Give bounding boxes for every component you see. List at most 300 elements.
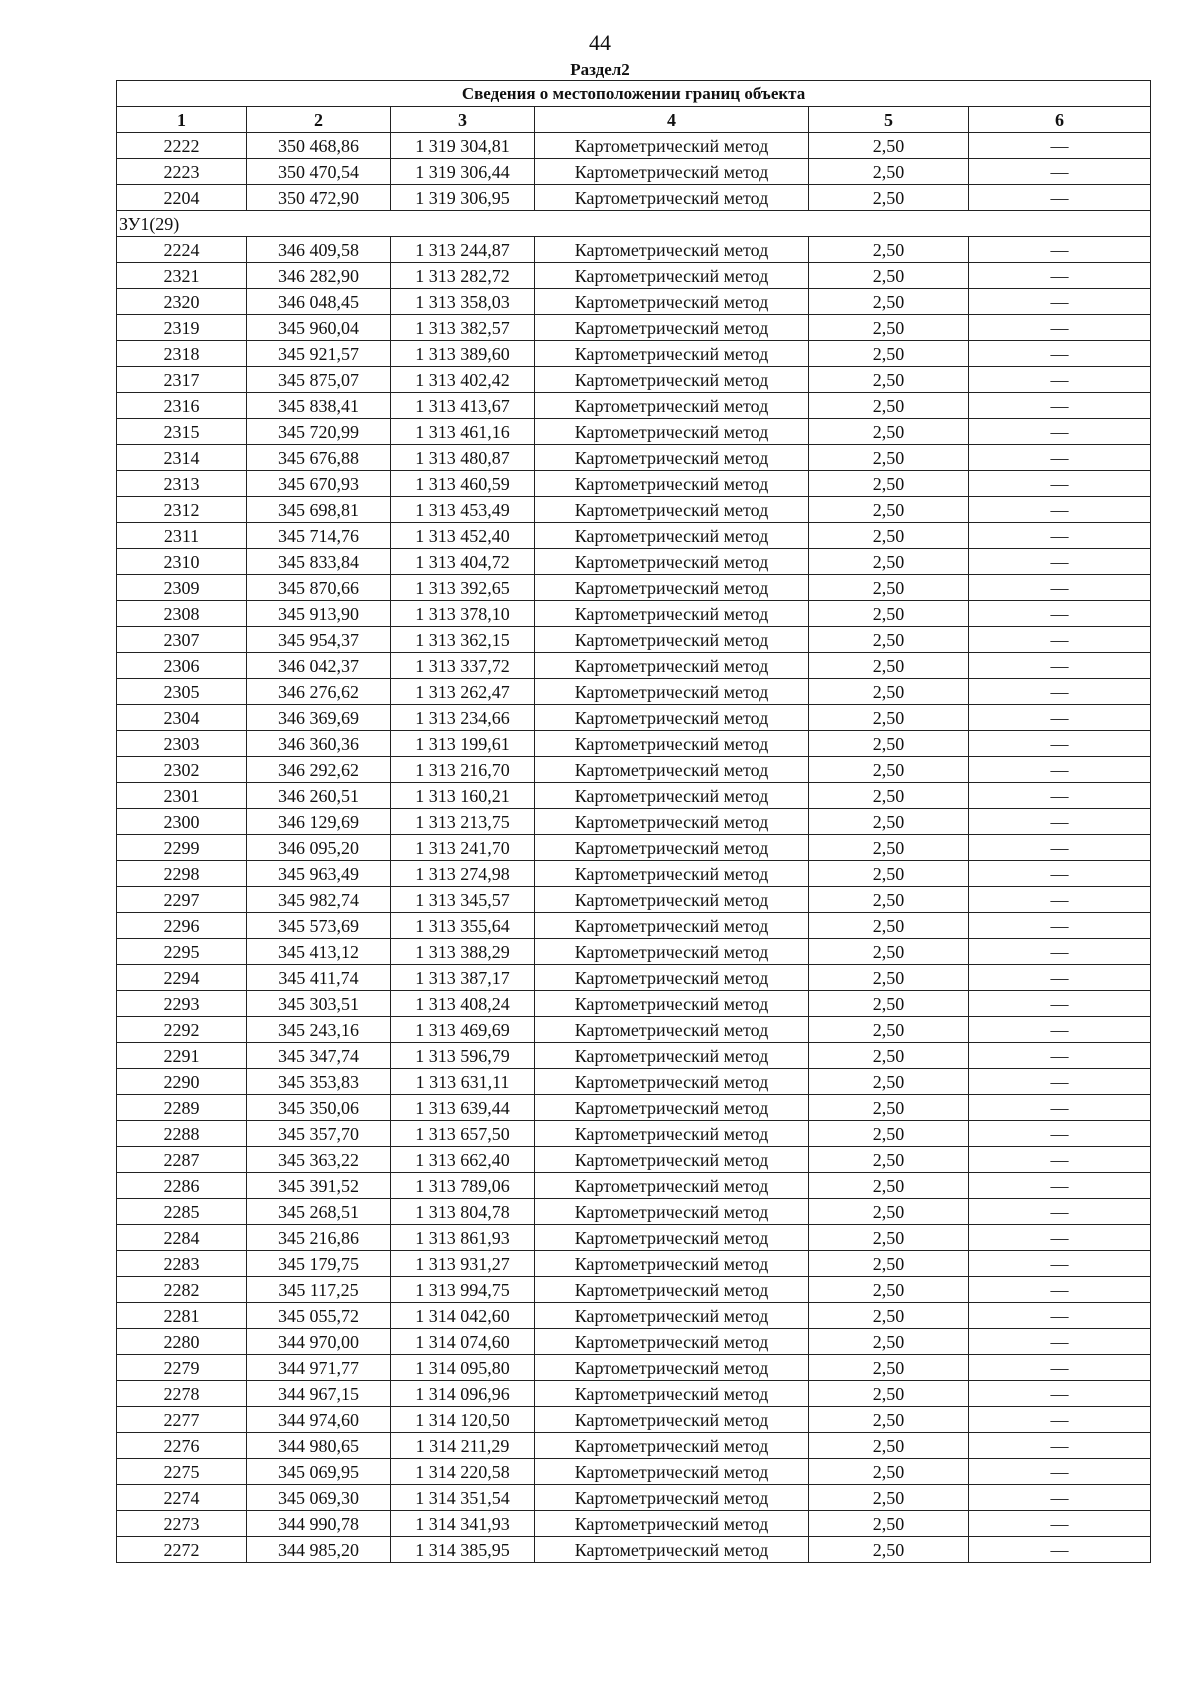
x-coordinate-cell: 345 363,22 [247,1147,391,1173]
method-cell: Картометрический метод [535,1095,809,1121]
description-cell: — [969,1043,1151,1069]
y-coordinate-cell: 1 313 408,24 [391,991,535,1017]
method-cell: Картометрический метод [535,783,809,809]
accuracy-cell: 2,50 [809,1511,969,1537]
description-cell: — [969,1433,1151,1459]
y-coordinate-cell: 1 313 404,72 [391,549,535,575]
y-coordinate-cell: 1 319 306,95 [391,185,535,211]
accuracy-cell: 2,50 [809,653,969,679]
point-number-cell: 2286 [117,1173,247,1199]
accuracy-cell: 2,50 [809,367,969,393]
x-coordinate-cell: 346 095,20 [247,835,391,861]
accuracy-cell: 2,50 [809,575,969,601]
x-coordinate-cell: 344 970,00 [247,1329,391,1355]
y-coordinate-cell: 1 313 355,64 [391,913,535,939]
y-coordinate-cell: 1 314 120,50 [391,1407,535,1433]
table-row [117,1485,1151,1511]
point-number-cell: 2273 [117,1511,247,1537]
table-row [117,835,1151,861]
point-number-cell: 2296 [117,913,247,939]
x-coordinate-cell: 345 960,04 [247,315,391,341]
accuracy-cell: 2,50 [809,679,969,705]
accuracy-cell: 2,50 [809,341,969,367]
description-cell: — [969,523,1151,549]
point-number-cell: 2312 [117,497,247,523]
accuracy-cell: 2,50 [809,731,969,757]
point-number-cell: 2280 [117,1329,247,1355]
y-coordinate-cell: 1 313 262,47 [391,679,535,705]
method-cell: Картометрический метод [535,1277,809,1303]
accuracy-cell: 2,50 [809,289,969,315]
description-cell: — [969,237,1151,263]
description-cell: — [969,159,1151,185]
description-cell: — [969,835,1151,861]
method-cell: Картометрический метод [535,159,809,185]
table-row [117,263,1151,289]
point-number-cell: 2285 [117,1199,247,1225]
method-cell: Картометрический метод [535,965,809,991]
x-coordinate-cell: 345 347,74 [247,1043,391,1069]
y-coordinate-cell: 1 313 392,65 [391,575,535,601]
table-row [117,1251,1151,1277]
y-coordinate-cell: 1 313 282,72 [391,263,535,289]
accuracy-cell: 2,50 [809,861,969,887]
accuracy-cell: 2,50 [809,1407,969,1433]
method-cell: Картометрический метод [535,471,809,497]
y-coordinate-cell: 1 313 469,69 [391,1017,535,1043]
table-row [117,1199,1151,1225]
table-row [117,939,1151,965]
description-cell: — [969,705,1151,731]
description-cell: — [969,757,1151,783]
coordinates-table [116,80,1151,1563]
accuracy-cell: 2,50 [809,1173,969,1199]
y-coordinate-cell: 1 313 639,44 [391,1095,535,1121]
y-coordinate-cell: 1 313 234,66 [391,705,535,731]
y-coordinate-cell: 1 313 387,17 [391,965,535,991]
accuracy-cell: 2,50 [809,1537,969,1563]
column-number: 2 [247,107,391,133]
method-cell: Картометрический метод [535,1251,809,1277]
method-cell: Картометрический метод [535,1433,809,1459]
x-coordinate-cell: 345 413,12 [247,939,391,965]
y-coordinate-cell: 1 313 804,78 [391,1199,535,1225]
x-coordinate-cell: 344 990,78 [247,1511,391,1537]
table-row [117,1355,1151,1381]
x-coordinate-cell: 345 838,41 [247,393,391,419]
x-coordinate-cell: 345 720,99 [247,419,391,445]
description-cell: — [969,887,1151,913]
method-cell: Картометрический метод [535,289,809,315]
method-cell: Картометрический метод [535,1459,809,1485]
description-cell: — [969,1511,1151,1537]
y-coordinate-cell: 1 313 241,70 [391,835,535,861]
x-coordinate-cell: 345 243,16 [247,1017,391,1043]
y-coordinate-cell: 1 313 480,87 [391,445,535,471]
description-cell: — [969,133,1151,159]
point-number-cell: 2282 [117,1277,247,1303]
accuracy-cell: 2,50 [809,1121,969,1147]
x-coordinate-cell: 345 921,57 [247,341,391,367]
table-row [117,185,1151,211]
x-coordinate-cell: 345 055,72 [247,1303,391,1329]
point-number-cell: 2315 [117,419,247,445]
x-coordinate-cell: 345 350,06 [247,1095,391,1121]
accuracy-cell: 2,50 [809,965,969,991]
description-cell: — [969,289,1151,315]
point-number-cell: 2305 [117,679,247,705]
column-number: 3 [391,107,535,133]
table-row [117,419,1151,445]
method-cell: Картометрический метод [535,549,809,575]
x-coordinate-cell: 345 303,51 [247,991,391,1017]
method-cell: Картометрический метод [535,237,809,263]
description-cell: — [969,445,1151,471]
table-row [117,1147,1151,1173]
accuracy-cell: 2,50 [809,1355,969,1381]
accuracy-cell: 2,50 [809,991,969,1017]
x-coordinate-cell: 345 954,37 [247,627,391,653]
method-cell: Картометрический метод [535,1329,809,1355]
table-caption: Сведения о местоположении границ объекта [117,81,1151,107]
method-cell: Картометрический метод [535,627,809,653]
method-cell: Картометрический метод [535,1225,809,1251]
x-coordinate-cell: 345 676,88 [247,445,391,471]
x-coordinate-cell: 346 292,62 [247,757,391,783]
accuracy-cell: 2,50 [809,1277,969,1303]
x-coordinate-cell: 346 409,58 [247,237,391,263]
table-row [117,991,1151,1017]
group-row [117,211,1151,237]
x-coordinate-cell: 345 670,93 [247,471,391,497]
point-number-cell: 2304 [117,705,247,731]
accuracy-cell: 2,50 [809,1017,969,1043]
table-row [117,341,1151,367]
point-number-cell: 2276 [117,1433,247,1459]
x-coordinate-cell: 345 698,81 [247,497,391,523]
accuracy-cell: 2,50 [809,939,969,965]
y-coordinate-cell: 1 313 789,06 [391,1173,535,1199]
y-coordinate-cell: 1 313 453,49 [391,497,535,523]
point-number-cell: 2306 [117,653,247,679]
table-row [117,1329,1151,1355]
x-coordinate-cell: 345 833,84 [247,549,391,575]
point-number-cell: 2204 [117,185,247,211]
y-coordinate-cell: 1 314 351,54 [391,1485,535,1511]
x-coordinate-cell: 344 974,60 [247,1407,391,1433]
table-row [117,1277,1151,1303]
x-coordinate-cell: 345 216,86 [247,1225,391,1251]
y-coordinate-cell: 1 313 362,15 [391,627,535,653]
table-row [117,471,1151,497]
method-cell: Картометрический метод [535,367,809,393]
x-coordinate-cell: 345 357,70 [247,1121,391,1147]
x-coordinate-cell: 346 260,51 [247,783,391,809]
accuracy-cell: 2,50 [809,445,969,471]
method-cell: Картометрический метод [535,1173,809,1199]
table-row [117,1069,1151,1095]
table-row [117,1303,1151,1329]
y-coordinate-cell: 1 314 074,60 [391,1329,535,1355]
y-coordinate-cell: 1 313 274,98 [391,861,535,887]
accuracy-cell: 2,50 [809,1381,969,1407]
description-cell: — [969,1355,1151,1381]
table-row [117,1043,1151,1069]
y-coordinate-cell: 1 313 389,60 [391,341,535,367]
table-row [117,549,1151,575]
y-coordinate-cell: 1 313 216,70 [391,757,535,783]
description-cell: — [969,731,1151,757]
table-row [117,1511,1151,1537]
column-number-row [117,107,1151,133]
method-cell: Картометрический метод [535,1121,809,1147]
table-row [117,757,1151,783]
accuracy-cell: 2,50 [809,1069,969,1095]
table-row [117,393,1151,419]
y-coordinate-cell: 1 313 631,11 [391,1069,535,1095]
table-row [117,887,1151,913]
table-row [117,1407,1151,1433]
y-coordinate-cell: 1 313 345,57 [391,887,535,913]
method-cell: Картометрический метод [535,263,809,289]
method-cell: Картометрический метод [535,887,809,913]
description-cell: — [969,549,1151,575]
description-cell: — [969,419,1151,445]
accuracy-cell: 2,50 [809,1095,969,1121]
accuracy-cell: 2,50 [809,1251,969,1277]
table-row [117,1121,1151,1147]
method-cell: Картометрический метод [535,445,809,471]
table-row [117,861,1151,887]
point-number-cell: 2223 [117,159,247,185]
y-coordinate-cell: 1 313 244,87 [391,237,535,263]
description-cell: — [969,367,1151,393]
method-cell: Картометрический метод [535,705,809,731]
table-body [117,133,1151,1563]
description-cell: — [969,341,1151,367]
method-cell: Картометрический метод [535,1485,809,1511]
x-coordinate-cell: 344 980,65 [247,1433,391,1459]
accuracy-cell: 2,50 [809,159,969,185]
point-number-cell: 2284 [117,1225,247,1251]
accuracy-cell: 2,50 [809,1303,969,1329]
x-coordinate-cell: 344 985,20 [247,1537,391,1563]
accuracy-cell: 2,50 [809,1433,969,1459]
method-cell: Картометрический метод [535,1069,809,1095]
method-cell: Картометрический метод [535,1043,809,1069]
point-number-cell: 2303 [117,731,247,757]
x-coordinate-cell: 350 470,54 [247,159,391,185]
x-coordinate-cell: 346 369,69 [247,705,391,731]
accuracy-cell: 2,50 [809,263,969,289]
point-number-cell: 2307 [117,627,247,653]
point-number-cell: 2294 [117,965,247,991]
point-number-cell: 2300 [117,809,247,835]
point-number-cell: 2318 [117,341,247,367]
column-number: 6 [969,107,1151,133]
description-cell: — [969,679,1151,705]
table-row [117,601,1151,627]
table-row [117,679,1151,705]
table-row [117,1095,1151,1121]
table-row [117,1173,1151,1199]
accuracy-cell: 2,50 [809,523,969,549]
table-row [117,809,1151,835]
description-cell: — [969,1225,1151,1251]
accuracy-cell: 2,50 [809,1199,969,1225]
page-number: 44 [589,30,611,55]
point-number-cell: 2275 [117,1459,247,1485]
accuracy-cell: 2,50 [809,601,969,627]
table-row [117,523,1151,549]
y-coordinate-cell: 1 314 341,93 [391,1511,535,1537]
point-number-cell: 2313 [117,471,247,497]
point-number-cell: 2291 [117,1043,247,1069]
y-coordinate-cell: 1 314 220,58 [391,1459,535,1485]
table-row [117,705,1151,731]
point-number-cell: 2272 [117,1537,247,1563]
table-row [117,497,1151,523]
point-number-cell: 2311 [117,523,247,549]
method-cell: Картометрический метод [535,731,809,757]
method-cell: Картометрический метод [535,1303,809,1329]
method-cell: Картометрический метод [535,991,809,1017]
point-number-cell: 2274 [117,1485,247,1511]
description-cell: — [969,1069,1151,1095]
point-number-cell: 2309 [117,575,247,601]
x-coordinate-cell: 345 411,74 [247,965,391,991]
table-row [117,731,1151,757]
description-cell: — [969,601,1151,627]
method-cell: Картометрический метод [535,1407,809,1433]
table-caption-row [117,81,1151,107]
accuracy-cell: 2,50 [809,705,969,731]
point-number-cell: 2310 [117,549,247,575]
description-cell: — [969,861,1151,887]
method-cell: Картометрический метод [535,1511,809,1537]
point-number-cell: 2293 [117,991,247,1017]
method-cell: Картометрический метод [535,575,809,601]
y-coordinate-cell: 1 313 461,16 [391,419,535,445]
accuracy-cell: 2,50 [809,913,969,939]
point-number-cell: 2224 [117,237,247,263]
description-cell: — [969,1381,1151,1407]
description-cell: — [969,965,1151,991]
table-row [117,289,1151,315]
point-number-cell: 2314 [117,445,247,471]
y-coordinate-cell: 1 313 160,21 [391,783,535,809]
description-cell: — [969,1251,1151,1277]
x-coordinate-cell: 350 468,86 [247,133,391,159]
y-coordinate-cell: 1 313 861,93 [391,1225,535,1251]
y-coordinate-cell: 1 313 213,75 [391,809,535,835]
accuracy-cell: 2,50 [809,835,969,861]
accuracy-cell: 2,50 [809,185,969,211]
method-cell: Картометрический метод [535,419,809,445]
y-coordinate-cell: 1 313 413,67 [391,393,535,419]
point-number-cell: 2289 [117,1095,247,1121]
table-row [117,1433,1151,1459]
x-coordinate-cell: 345 573,69 [247,913,391,939]
table-row [117,133,1151,159]
description-cell: — [969,575,1151,601]
accuracy-cell: 2,50 [809,497,969,523]
description-cell: — [969,783,1151,809]
accuracy-cell: 2,50 [809,1459,969,1485]
method-cell: Картометрический метод [535,1381,809,1407]
description-cell: — [969,1199,1151,1225]
description-cell: — [969,1173,1151,1199]
x-coordinate-cell: 346 282,90 [247,263,391,289]
description-cell: — [969,653,1151,679]
table-row [117,913,1151,939]
table-row [117,445,1151,471]
description-cell: — [969,913,1151,939]
y-coordinate-cell: 1 313 994,75 [391,1277,535,1303]
method-cell: Картометрический метод [535,497,809,523]
table-row [117,367,1151,393]
accuracy-cell: 2,50 [809,419,969,445]
description-cell: — [969,315,1151,341]
method-cell: Картометрический метод [535,393,809,419]
point-number-cell: 2278 [117,1381,247,1407]
point-number-cell: 2297 [117,887,247,913]
description-cell: — [969,1459,1151,1485]
x-coordinate-cell: 345 353,83 [247,1069,391,1095]
y-coordinate-cell: 1 314 042,60 [391,1303,535,1329]
point-number-cell: 2283 [117,1251,247,1277]
method-cell: Картометрический метод [535,1147,809,1173]
method-cell: Картометрический метод [535,653,809,679]
table-row [117,575,1151,601]
y-coordinate-cell: 1 319 304,81 [391,133,535,159]
table-row [117,1459,1151,1485]
method-cell: Картометрический метод [535,601,809,627]
accuracy-cell: 2,50 [809,809,969,835]
method-cell: Картометрический метод [535,133,809,159]
x-coordinate-cell: 345 069,30 [247,1485,391,1511]
accuracy-cell: 2,50 [809,1043,969,1069]
x-coordinate-cell: 345 714,76 [247,523,391,549]
method-cell: Картометрический метод [535,861,809,887]
point-number-cell: 2302 [117,757,247,783]
y-coordinate-cell: 1 314 385,95 [391,1537,535,1563]
column-number: 5 [809,107,969,133]
method-cell: Картометрический метод [535,835,809,861]
point-number-cell: 2279 [117,1355,247,1381]
method-cell: Картометрический метод [535,1199,809,1225]
point-number-cell: 2281 [117,1303,247,1329]
y-coordinate-cell: 1 314 095,80 [391,1355,535,1381]
method-cell: Картометрический метод [535,523,809,549]
section-title: Раздел2 [570,60,630,79]
accuracy-cell: 2,50 [809,1225,969,1251]
description-cell: — [969,497,1151,523]
description-cell: — [969,263,1151,289]
point-number-cell: 2308 [117,601,247,627]
y-coordinate-cell: 1 313 337,72 [391,653,535,679]
x-coordinate-cell: 345 875,07 [247,367,391,393]
point-number-cell: 2222 [117,133,247,159]
x-coordinate-cell: 345 963,49 [247,861,391,887]
point-number-cell: 2299 [117,835,247,861]
point-number-cell: 2290 [117,1069,247,1095]
x-coordinate-cell: 345 391,52 [247,1173,391,1199]
table-row [117,1225,1151,1251]
y-coordinate-cell: 1 314 096,96 [391,1381,535,1407]
x-coordinate-cell: 346 048,45 [247,289,391,315]
x-coordinate-cell: 345 069,95 [247,1459,391,1485]
